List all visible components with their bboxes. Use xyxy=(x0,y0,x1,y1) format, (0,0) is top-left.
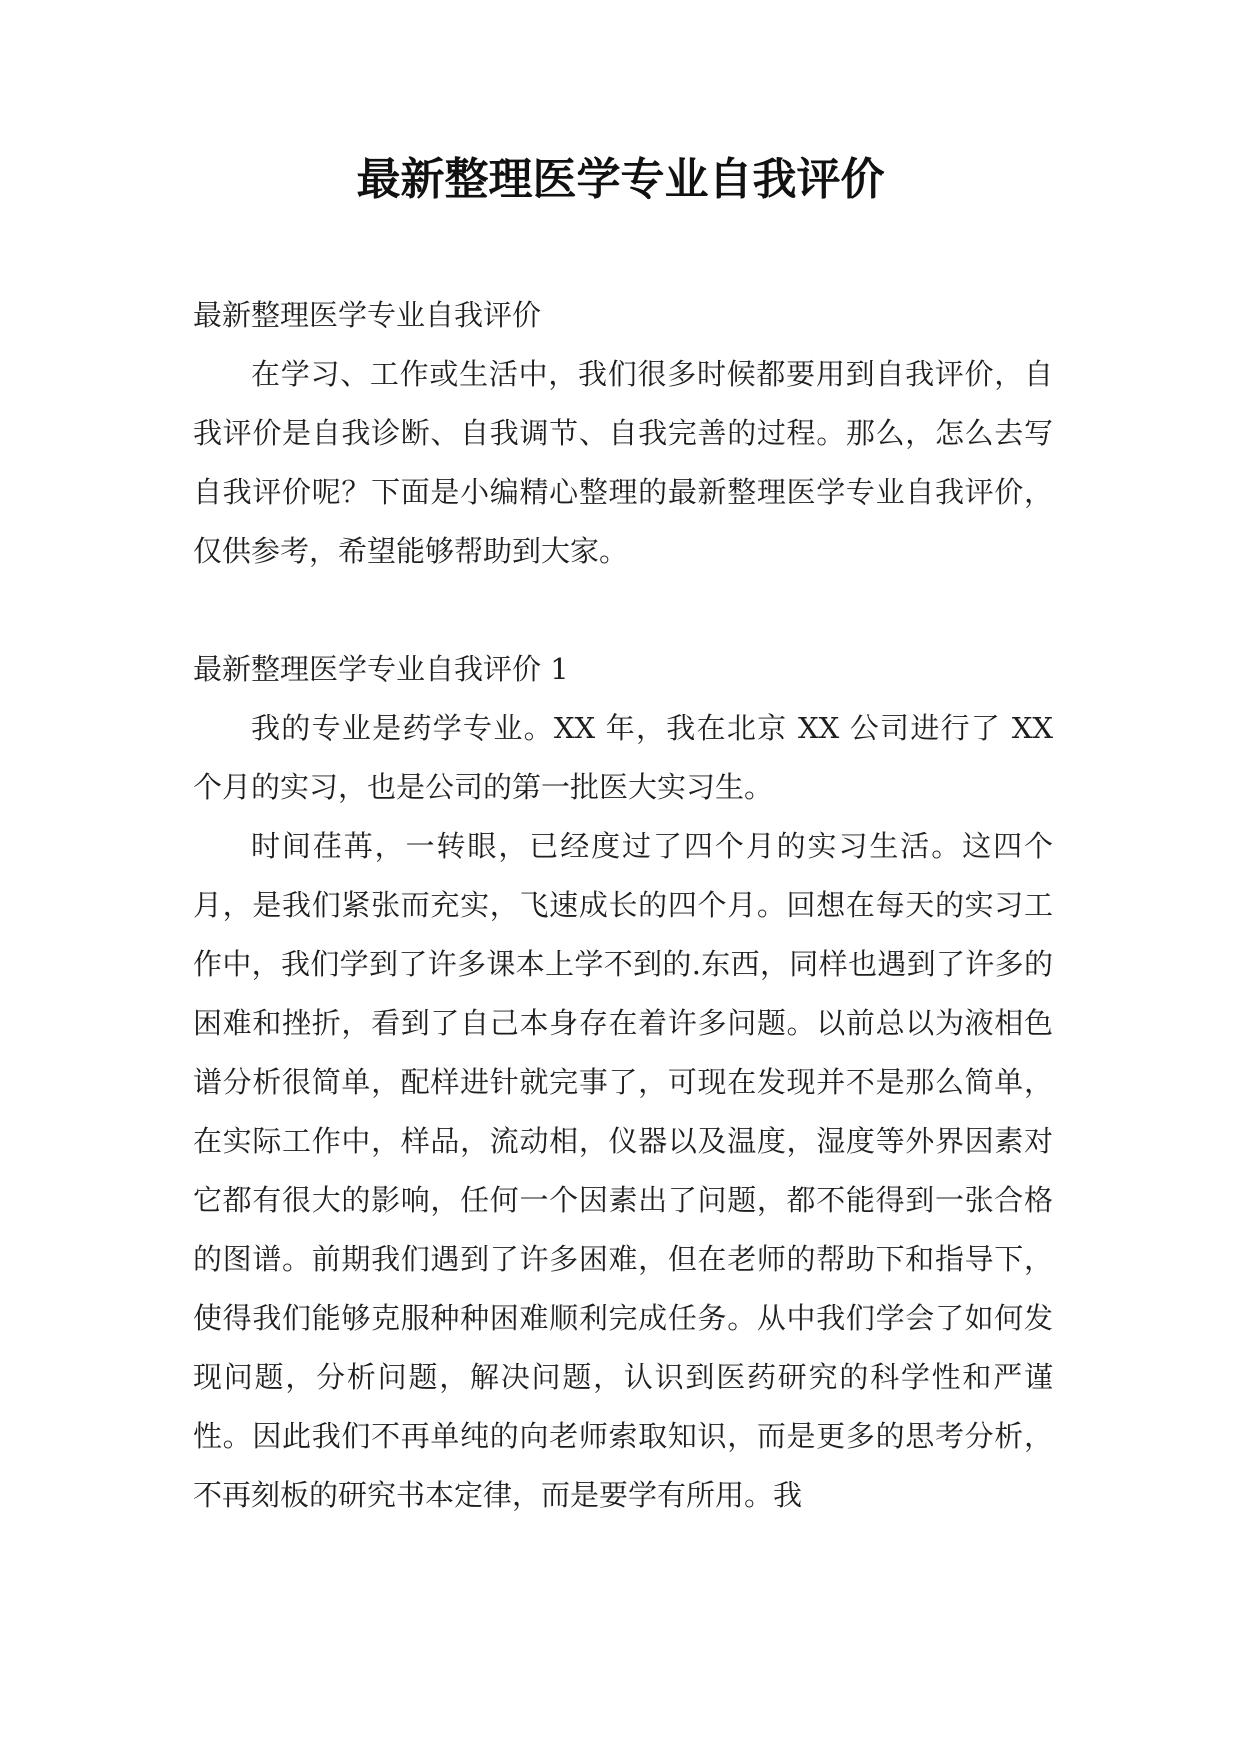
body-paragraph: 时间荏苒，一转眼，已经度过了四个月的实习生活。这四个月，是我们紧张而充实，飞速成长的四个月。回想在每天的实习工作中，我们学到了许多课本上学不到的.东西，同样也遇到了许多的困难和挫折，看到了自己本身存在着许多问题。以前总以为液相色谱分析很简单，配样进针就完事了，可现在发现并不是那么简单，在实际工作中，样品，流动相，仪器以及温度，湿度等外界因素对它都有很大的影响，任何一个因素出了问题，都不能得到一张合格的图谱。前期我们遇到了许多困难，但在老师的帮助下和指导下，使得我们能够克服种种困难顺利完成任务。从中我们学会了如何发现问题，分析问题，解决问题，认识到医药研究的科学性和严谨性。因此我们不再单纯的向老师索取知识，而是更多的思考分析，不再刻板的研究书本定律，而是要学有所用。我 xyxy=(193,829,1053,1512)
section-heading: 最新整理医学专业自我评价 1 xyxy=(193,652,569,686)
document-subtitle: 最新整理医学专业自我评价 xyxy=(193,298,542,332)
body-paragraph: 我的专业是药学专业。XX 年，我在北京 XX 公司进行了 XX 个月的实习，也是公司的第一批医大实习生。 xyxy=(193,711,1053,804)
document-title: 最新整理医学专业自我评价 xyxy=(356,154,885,205)
document-body xyxy=(193,286,1053,1525)
intro-paragraph: 在学习、工作或生活中，我们很多时候都要用到自我评价，自我评价是自我诊断、自我调节、自我完善的过程。那么，怎么去写自我评价呢？下面是小编精心整理的最新整理医学专业自我评价，仅供参考，希望能够帮助到大家。 xyxy=(193,357,1053,568)
